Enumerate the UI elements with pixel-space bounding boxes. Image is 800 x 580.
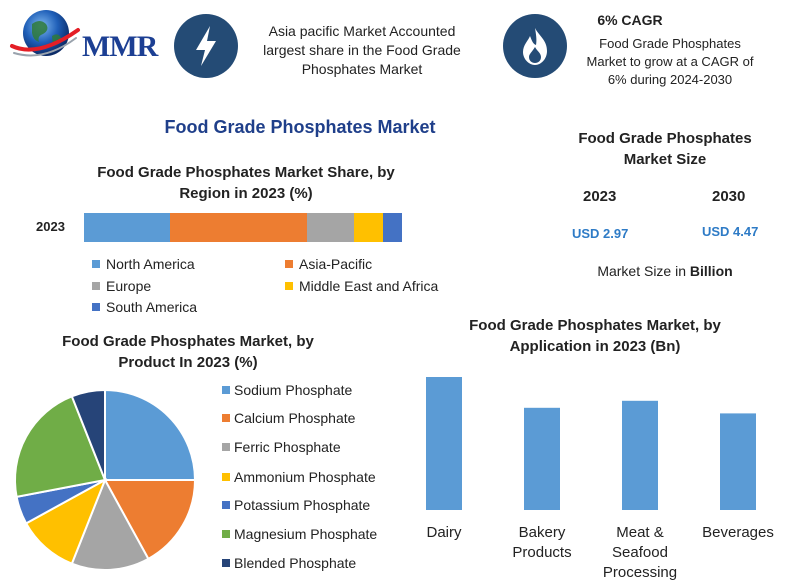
legend-swatch: [285, 282, 293, 290]
bar-dairy: [426, 377, 462, 510]
market-size-value-end: USD 4.47: [702, 224, 759, 239]
region-bar-category-label: 2023: [36, 219, 65, 234]
bar-segment-asia-pacific: [170, 213, 307, 242]
bar-segment-north-america: [84, 213, 170, 242]
legend-swatch: [222, 386, 230, 394]
legend-swatch: [92, 282, 100, 290]
category-tick-label: Bakery Products: [512, 524, 572, 561]
bar-segment-south-america: [383, 213, 402, 242]
market-size-year-start: 2023: [583, 188, 617, 205]
category-tick-label: Meat & Seafood Processing: [602, 524, 678, 580]
lightning-icon: [174, 14, 238, 78]
application-bar-chart: [395, 370, 795, 580]
flame-icon: [503, 14, 567, 78]
region-highlight-text: Asia pacific Market Accounted largest share in the Food Grade Phosphates Market: [263, 23, 461, 77]
market-size-unit-note: Market Size in Billion: [597, 263, 733, 279]
region-chart-title: Food Grade Phosphates Market Share, by Region in 2023 (%): [97, 164, 395, 202]
bar-beverages: [720, 413, 756, 510]
legend-swatch: [222, 473, 230, 481]
bar-segment-middle-east-africa: [354, 213, 383, 242]
cagr-highlight-text: Food Grade Phosphates Market to grow at a CAGR of 6% during 2024-2030: [586, 36, 754, 87]
legend-swatch: [222, 501, 230, 509]
legend-swatch: [285, 260, 293, 268]
legend-swatch: [222, 414, 230, 422]
legend-swatch: [222, 530, 230, 538]
brand-logo: [8, 6, 158, 66]
pie-slice-sodium-phosphate: [105, 390, 195, 480]
legend-swatch: [92, 260, 100, 268]
globe-icon: [8, 6, 82, 64]
page-title: Food Grade Phosphates Market: [164, 117, 436, 137]
category-tick-label: Dairy: [426, 524, 462, 541]
market-size-year-end: 2030: [712, 188, 746, 205]
bar-segment-europe: [307, 213, 355, 242]
cagr-title: 6% CAGR: [597, 12, 663, 28]
bar-bakery-products: [524, 408, 560, 510]
application-chart-title: Food Grade Phosphates Market, by Application in 2023 (Bn): [469, 317, 721, 355]
legend-swatch: [92, 303, 100, 311]
bar-meat-seafood-processing: [622, 401, 658, 510]
category-tick-label: Beverages: [702, 524, 774, 541]
product-chart-title: Food Grade Phosphates Market, by Product In 2023 (%): [62, 333, 314, 371]
legend-swatch: [222, 559, 230, 567]
market-size-value-start: USD 2.97: [572, 226, 629, 241]
legend-swatch: [222, 443, 230, 451]
brand-name: MMR: [82, 30, 158, 63]
region-stacked-bar: [84, 213, 402, 242]
market-size-title: Food Grade Phosphates Market Size: [578, 130, 752, 168]
product-pie-chart: [10, 385, 200, 575]
